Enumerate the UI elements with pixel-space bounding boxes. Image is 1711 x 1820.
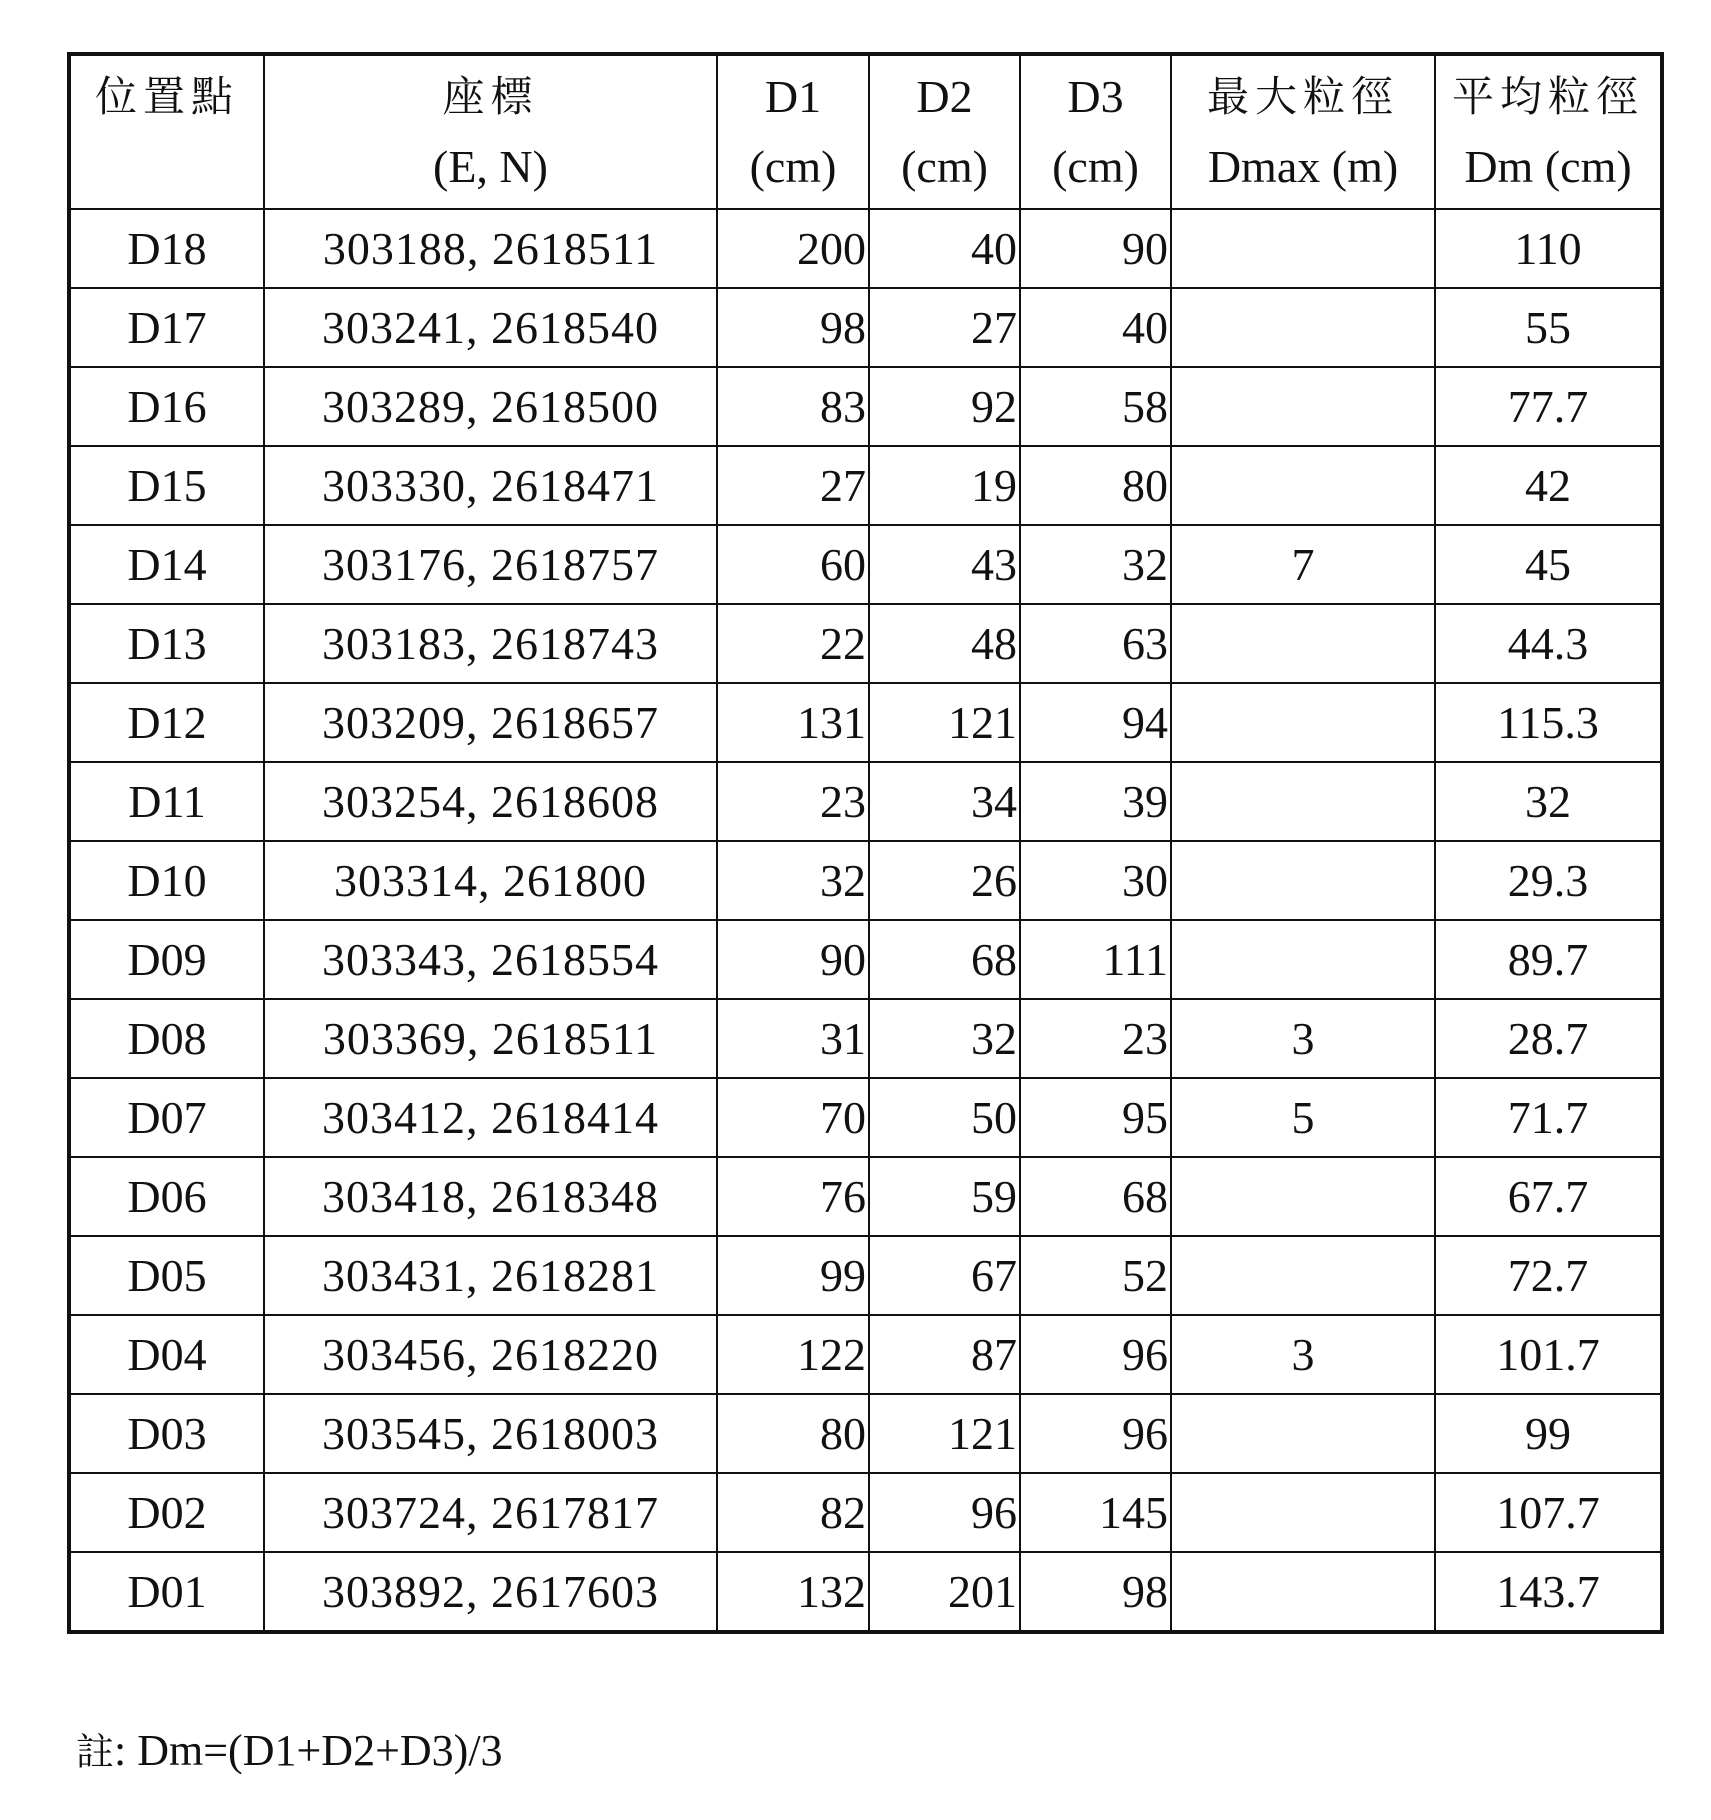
- cell-dmax: [1171, 1473, 1435, 1552]
- cell-dm-value: 107.7: [1496, 1486, 1600, 1538]
- cell-point-value: D14: [127, 538, 207, 590]
- table-row: [69, 1394, 1662, 1473]
- cell-d2-value: 201: [948, 1565, 1017, 1617]
- cell-d2: [869, 1157, 1020, 1236]
- cell-d1-value: 70: [820, 1091, 866, 1143]
- table-row: [69, 1315, 1662, 1394]
- cell-d2: [869, 683, 1020, 762]
- cell-d1-value: 131: [797, 696, 866, 748]
- cell-dm-value: 89.7: [1507, 933, 1589, 985]
- cell-d1: [717, 1157, 869, 1236]
- cell-point-value: D06: [127, 1170, 207, 1222]
- header-coord: [264, 54, 717, 209]
- cell-d3-value: 95: [1122, 1091, 1168, 1143]
- cell-coord-value: 303176, 2618757: [322, 538, 659, 590]
- cell-d3: [1020, 762, 1171, 841]
- cell-point-value: D08: [127, 1012, 207, 1064]
- cell-d1-value: 122: [797, 1328, 866, 1380]
- table-row: [69, 1473, 1662, 1552]
- cell-dm-value: 42: [1525, 459, 1571, 511]
- cell-d1: [717, 1315, 869, 1394]
- cell-d3-value: 111: [1102, 933, 1168, 985]
- cell-d2-value: 43: [971, 538, 1017, 590]
- cell-d1: [717, 762, 869, 841]
- cell-dmax: [1171, 209, 1435, 288]
- cell-point-value: D01: [127, 1565, 207, 1617]
- cell-point: [69, 525, 264, 604]
- cell-coord-value: 303418, 2618348: [322, 1170, 659, 1222]
- cell-coord: [264, 525, 717, 604]
- cell-d2-value: 121: [948, 696, 1017, 748]
- cell-dmax-value: 7: [1291, 538, 1315, 590]
- cell-dmax: [1171, 525, 1435, 604]
- cell-d3-value: 90: [1122, 222, 1168, 274]
- header-dmax-label: 最大粒徑: [1206, 72, 1399, 121]
- cell-d3-value: 32: [1122, 538, 1168, 590]
- cell-d1: [717, 1473, 869, 1552]
- cell-d2: [869, 604, 1020, 683]
- cell-dm-value: 110: [1514, 222, 1582, 274]
- cell-coord-value: 303330, 2618471: [322, 459, 659, 511]
- cell-coord: [264, 209, 717, 288]
- cell-point: [69, 288, 264, 367]
- cell-coord-value: 303183, 2618743: [322, 617, 659, 669]
- header-d2: [869, 54, 1020, 209]
- cell-point-value: D16: [127, 380, 207, 432]
- table-row: [69, 920, 1662, 999]
- cell-d1: [717, 525, 869, 604]
- header-dm-label: 平均粒徑: [1451, 72, 1644, 121]
- table-row: [69, 446, 1662, 525]
- cell-dm-value: 45: [1525, 538, 1571, 590]
- header-d1-unit: (cm): [749, 141, 837, 192]
- cell-dm-value: 29.3: [1507, 854, 1589, 906]
- cell-point-value: D15: [127, 459, 207, 511]
- cell-d3-value: 96: [1122, 1328, 1168, 1380]
- cell-d3: [1020, 446, 1171, 525]
- cell-dm: [1435, 525, 1662, 604]
- cell-d1: [717, 367, 869, 446]
- cell-dm-value: 72.7: [1507, 1249, 1589, 1301]
- cell-d3-value: 40: [1122, 301, 1168, 353]
- header-d3-label: D3: [1067, 71, 1124, 122]
- cell-d3: [1020, 999, 1171, 1078]
- header-point-label: 位置點: [94, 72, 239, 121]
- cell-point: [69, 1394, 264, 1473]
- cell-d3: [1020, 1078, 1171, 1157]
- cell-d2: [869, 1473, 1020, 1552]
- cell-dm: [1435, 762, 1662, 841]
- cell-coord-value: 303892, 2617603: [322, 1565, 659, 1617]
- cell-dm: [1435, 1473, 1662, 1552]
- header-d3: [1020, 54, 1171, 209]
- cell-point: [69, 683, 264, 762]
- cell-dm: [1435, 1394, 1662, 1473]
- cell-point: [69, 841, 264, 920]
- table-row: [69, 1157, 1662, 1236]
- cell-d2-value: 96: [971, 1486, 1017, 1538]
- cell-d1-value: 90: [820, 933, 866, 985]
- cell-coord: [264, 1473, 717, 1552]
- cell-point-value: D13: [127, 617, 207, 669]
- cell-d3: [1020, 1552, 1171, 1632]
- cell-d3: [1020, 1157, 1171, 1236]
- cell-dm: [1435, 1315, 1662, 1394]
- cell-dmax-value: 3: [1291, 1328, 1315, 1380]
- cell-coord-value: 303369, 2618511: [322, 1012, 659, 1064]
- cell-point-value: D12: [127, 696, 207, 748]
- cell-d1-value: 82: [820, 1486, 866, 1538]
- cell-d3: [1020, 604, 1171, 683]
- sediment-size-table: [67, 52, 1664, 1634]
- cell-d3-value: 63: [1122, 617, 1168, 669]
- cell-dmax: [1171, 841, 1435, 920]
- cell-dmax: [1171, 1157, 1435, 1236]
- cell-d1-value: 132: [797, 1565, 866, 1617]
- cell-coord-value: 303241, 2618540: [322, 301, 659, 353]
- table-row: [69, 525, 1662, 604]
- cell-d2: [869, 920, 1020, 999]
- cell-coord: [264, 841, 717, 920]
- cell-point: [69, 920, 264, 999]
- cell-dmax: [1171, 446, 1435, 525]
- header-point: [69, 54, 264, 209]
- cell-d3: [1020, 288, 1171, 367]
- cell-point-value: D09: [127, 933, 207, 985]
- cell-dm: [1435, 446, 1662, 525]
- cell-d2-value: 87: [971, 1328, 1017, 1380]
- cell-coord: [264, 683, 717, 762]
- table-row: [69, 1552, 1662, 1632]
- cell-dmax: [1171, 367, 1435, 446]
- cell-dm-value: 28.7: [1507, 1012, 1589, 1064]
- cell-coord-value: 303188, 2618511: [322, 222, 659, 274]
- cell-coord: [264, 1078, 717, 1157]
- cell-dmax-value: 3: [1291, 1012, 1315, 1064]
- cell-dm: [1435, 1552, 1662, 1632]
- cell-d3-value: 145: [1099, 1486, 1168, 1538]
- cell-dm: [1435, 920, 1662, 999]
- cell-d1: [717, 1552, 869, 1632]
- cell-dmax: [1171, 1315, 1435, 1394]
- table-row: [69, 288, 1662, 367]
- cell-dm: [1435, 288, 1662, 367]
- cell-dm-value: 71.7: [1507, 1091, 1589, 1143]
- cell-dm: [1435, 683, 1662, 762]
- table-row: [69, 209, 1662, 288]
- cell-d3-value: 96: [1122, 1407, 1168, 1459]
- cell-dmax: [1171, 1552, 1435, 1632]
- cell-dm: [1435, 604, 1662, 683]
- header-dm-unit: Dm (cm): [1464, 141, 1632, 192]
- cell-coord-value: 303456, 2618220: [322, 1328, 659, 1380]
- cell-d3: [1020, 209, 1171, 288]
- cell-coord: [264, 604, 717, 683]
- cell-coord-value: 303314, 261800: [334, 854, 647, 906]
- cell-dmax: [1171, 1078, 1435, 1157]
- cell-d1-value: 83: [820, 380, 866, 432]
- cell-dm-value: 55: [1525, 301, 1571, 353]
- cell-d1: [717, 841, 869, 920]
- cell-point-value: D04: [127, 1328, 207, 1380]
- cell-dmax: [1171, 604, 1435, 683]
- cell-d2: [869, 367, 1020, 446]
- cell-d2: [869, 841, 1020, 920]
- cell-d2: [869, 209, 1020, 288]
- cell-d2-value: 50: [971, 1091, 1017, 1143]
- cell-d1-value: 80: [820, 1407, 866, 1459]
- cell-dm-value: 67.7: [1507, 1170, 1589, 1222]
- table-row: [69, 999, 1662, 1078]
- cell-d2-value: 67: [971, 1249, 1017, 1301]
- footnote-label: 註: [76, 1730, 115, 1774]
- header-dmax: [1171, 54, 1435, 209]
- header-row: [69, 54, 1662, 209]
- cell-d3-value: 39: [1122, 775, 1168, 827]
- cell-coord-value: 303343, 2618554: [322, 933, 659, 985]
- cell-d2: [869, 446, 1020, 525]
- cell-d1-value: 22: [820, 617, 866, 669]
- cell-point-value: D18: [127, 222, 207, 274]
- cell-dm: [1435, 1078, 1662, 1157]
- cell-point: [69, 762, 264, 841]
- cell-dmax-value: 5: [1291, 1091, 1315, 1143]
- cell-dm-value: 101.7: [1496, 1328, 1600, 1380]
- cell-dm: [1435, 841, 1662, 920]
- cell-dm: [1435, 1157, 1662, 1236]
- cell-d3: [1020, 525, 1171, 604]
- cell-d2-value: 32: [971, 1012, 1017, 1064]
- table-row: [69, 841, 1662, 920]
- cell-d1-value: 60: [820, 538, 866, 590]
- cell-d1-value: 27: [820, 459, 866, 511]
- footnote: [76, 1721, 503, 1776]
- cell-d3: [1020, 367, 1171, 446]
- cell-d2-value: 40: [971, 222, 1017, 274]
- cell-d2-value: 27: [971, 301, 1017, 353]
- cell-d2-value: 68: [971, 933, 1017, 985]
- header-d2-unit: (cm): [901, 141, 988, 192]
- cell-d1: [717, 683, 869, 762]
- cell-point: [69, 1157, 264, 1236]
- cell-d2-value: 59: [971, 1170, 1017, 1222]
- cell-d1-value: 23: [820, 775, 866, 827]
- cell-dmax: [1171, 1236, 1435, 1315]
- table-row: [69, 604, 1662, 683]
- cell-coord-value: 303254, 2618608: [322, 775, 659, 827]
- cell-d2: [869, 762, 1020, 841]
- cell-d1: [717, 1236, 869, 1315]
- cell-dm: [1435, 1236, 1662, 1315]
- cell-dm: [1435, 999, 1662, 1078]
- header-d1-label: D1: [764, 71, 822, 122]
- cell-d3: [1020, 920, 1171, 999]
- cell-d1: [717, 604, 869, 683]
- cell-d3-value: 68: [1122, 1170, 1168, 1222]
- cell-coord-value: 303209, 2618657: [322, 696, 659, 748]
- cell-coord: [264, 1315, 717, 1394]
- cell-dmax: [1171, 288, 1435, 367]
- cell-point-value: D10: [127, 854, 207, 906]
- cell-dm-value: 32: [1525, 775, 1571, 827]
- cell-coord-value: 303412, 2618414: [322, 1091, 659, 1143]
- header-dm: [1435, 54, 1662, 209]
- cell-point-value: D07: [127, 1091, 207, 1143]
- cell-d2: [869, 525, 1020, 604]
- cell-coord: [264, 999, 717, 1078]
- cell-d2-value: 34: [971, 775, 1017, 827]
- cell-point: [69, 1315, 264, 1394]
- cell-d3-value: 58: [1122, 380, 1168, 432]
- cell-dm: [1435, 367, 1662, 446]
- cell-d1: [717, 999, 869, 1078]
- cell-dm-value: 77.7: [1507, 380, 1589, 432]
- cell-d3-value: 94: [1122, 696, 1168, 748]
- cell-d2-value: 92: [971, 380, 1017, 432]
- cell-point: [69, 1552, 264, 1632]
- cell-dm-value: 115.3: [1497, 696, 1599, 748]
- cell-d3-value: 23: [1122, 1012, 1168, 1064]
- cell-point-value: D17: [127, 301, 207, 353]
- cell-point: [69, 1473, 264, 1552]
- header-d2-label: D2: [916, 71, 973, 122]
- cell-d2: [869, 1552, 1020, 1632]
- cell-dmax: [1171, 1394, 1435, 1473]
- cell-d1-value: 32: [820, 854, 866, 906]
- cell-point-value: D11: [128, 775, 206, 827]
- cell-d2: [869, 999, 1020, 1078]
- cell-point: [69, 367, 264, 446]
- cell-d1-value: 99: [820, 1249, 866, 1301]
- cell-dm-value: 99: [1525, 1407, 1571, 1459]
- cell-d3-value: 30: [1122, 854, 1168, 906]
- cell-d1-value: 31: [820, 1012, 866, 1064]
- cell-d2: [869, 1394, 1020, 1473]
- cell-d1: [717, 1394, 869, 1473]
- cell-dmax: [1171, 920, 1435, 999]
- cell-point: [69, 999, 264, 1078]
- cell-dmax: [1171, 999, 1435, 1078]
- cell-point-value: D05: [127, 1249, 207, 1301]
- cell-d3-value: 80: [1122, 459, 1168, 511]
- cell-point: [69, 446, 264, 525]
- cell-coord: [264, 1394, 717, 1473]
- cell-coord-value: 303545, 2618003: [322, 1407, 659, 1459]
- cell-coord: [264, 1157, 717, 1236]
- cell-dm: [1435, 209, 1662, 288]
- cell-d2: [869, 1078, 1020, 1157]
- cell-coord-value: 303431, 2618281: [322, 1249, 659, 1301]
- table-row: [69, 762, 1662, 841]
- cell-coord: [264, 1236, 717, 1315]
- table-row: [69, 1236, 1662, 1315]
- cell-point-value: D03: [127, 1407, 207, 1459]
- cell-dm-value: 143.7: [1496, 1565, 1600, 1617]
- cell-d2: [869, 1315, 1020, 1394]
- cell-d1-value: 98: [820, 301, 866, 353]
- cell-d1: [717, 209, 869, 288]
- table-row: [69, 1078, 1662, 1157]
- cell-d1-value: 200: [797, 222, 866, 274]
- cell-point: [69, 1236, 264, 1315]
- cell-d2-value: 121: [948, 1407, 1017, 1459]
- cell-d1-value: 76: [820, 1170, 866, 1222]
- cell-point-value: D02: [127, 1486, 207, 1538]
- cell-d3: [1020, 683, 1171, 762]
- cell-coord-value: 303289, 2618500: [322, 380, 659, 432]
- cell-dm-value: 44.3: [1507, 617, 1589, 669]
- cell-d3: [1020, 841, 1171, 920]
- cell-d1: [717, 1078, 869, 1157]
- cell-d2: [869, 288, 1020, 367]
- cell-dmax: [1171, 762, 1435, 841]
- cell-coord: [264, 367, 717, 446]
- cell-d3-value: 52: [1122, 1249, 1168, 1301]
- cell-coord: [264, 1552, 717, 1632]
- sediment-size-table-container: [67, 52, 1660, 1634]
- cell-d3: [1020, 1315, 1171, 1394]
- cell-coord: [264, 762, 717, 841]
- cell-dmax: [1171, 683, 1435, 762]
- cell-point: [69, 209, 264, 288]
- footnote-formula: : Dm=(D1+D2+D3)/3: [114, 1726, 503, 1775]
- cell-point: [69, 1078, 264, 1157]
- cell-d3: [1020, 1473, 1171, 1552]
- header-coord-unit: (E, N): [433, 141, 548, 192]
- header-d1: [717, 54, 869, 209]
- cell-d2-value: 19: [971, 459, 1017, 511]
- cell-coord-value: 303724, 2617817: [322, 1486, 659, 1538]
- header-d3-unit: (cm): [1052, 141, 1139, 192]
- cell-d2-value: 48: [971, 617, 1017, 669]
- table-row: [69, 683, 1662, 762]
- cell-d2: [869, 1236, 1020, 1315]
- cell-coord: [264, 446, 717, 525]
- header-coord-label: 座標: [442, 72, 539, 121]
- cell-d3: [1020, 1394, 1171, 1473]
- table-row: [69, 367, 1662, 446]
- cell-d2-value: 26: [971, 854, 1017, 906]
- table-body: [69, 54, 1662, 1632]
- cell-d1: [717, 920, 869, 999]
- cell-d1: [717, 288, 869, 367]
- cell-point: [69, 604, 264, 683]
- cell-d1: [717, 446, 869, 525]
- cell-d3: [1020, 1236, 1171, 1315]
- cell-coord: [264, 288, 717, 367]
- cell-d3-value: 98: [1122, 1565, 1168, 1617]
- cell-coord: [264, 920, 717, 999]
- header-dmax-unit: Dmax (m): [1207, 141, 1399, 192]
